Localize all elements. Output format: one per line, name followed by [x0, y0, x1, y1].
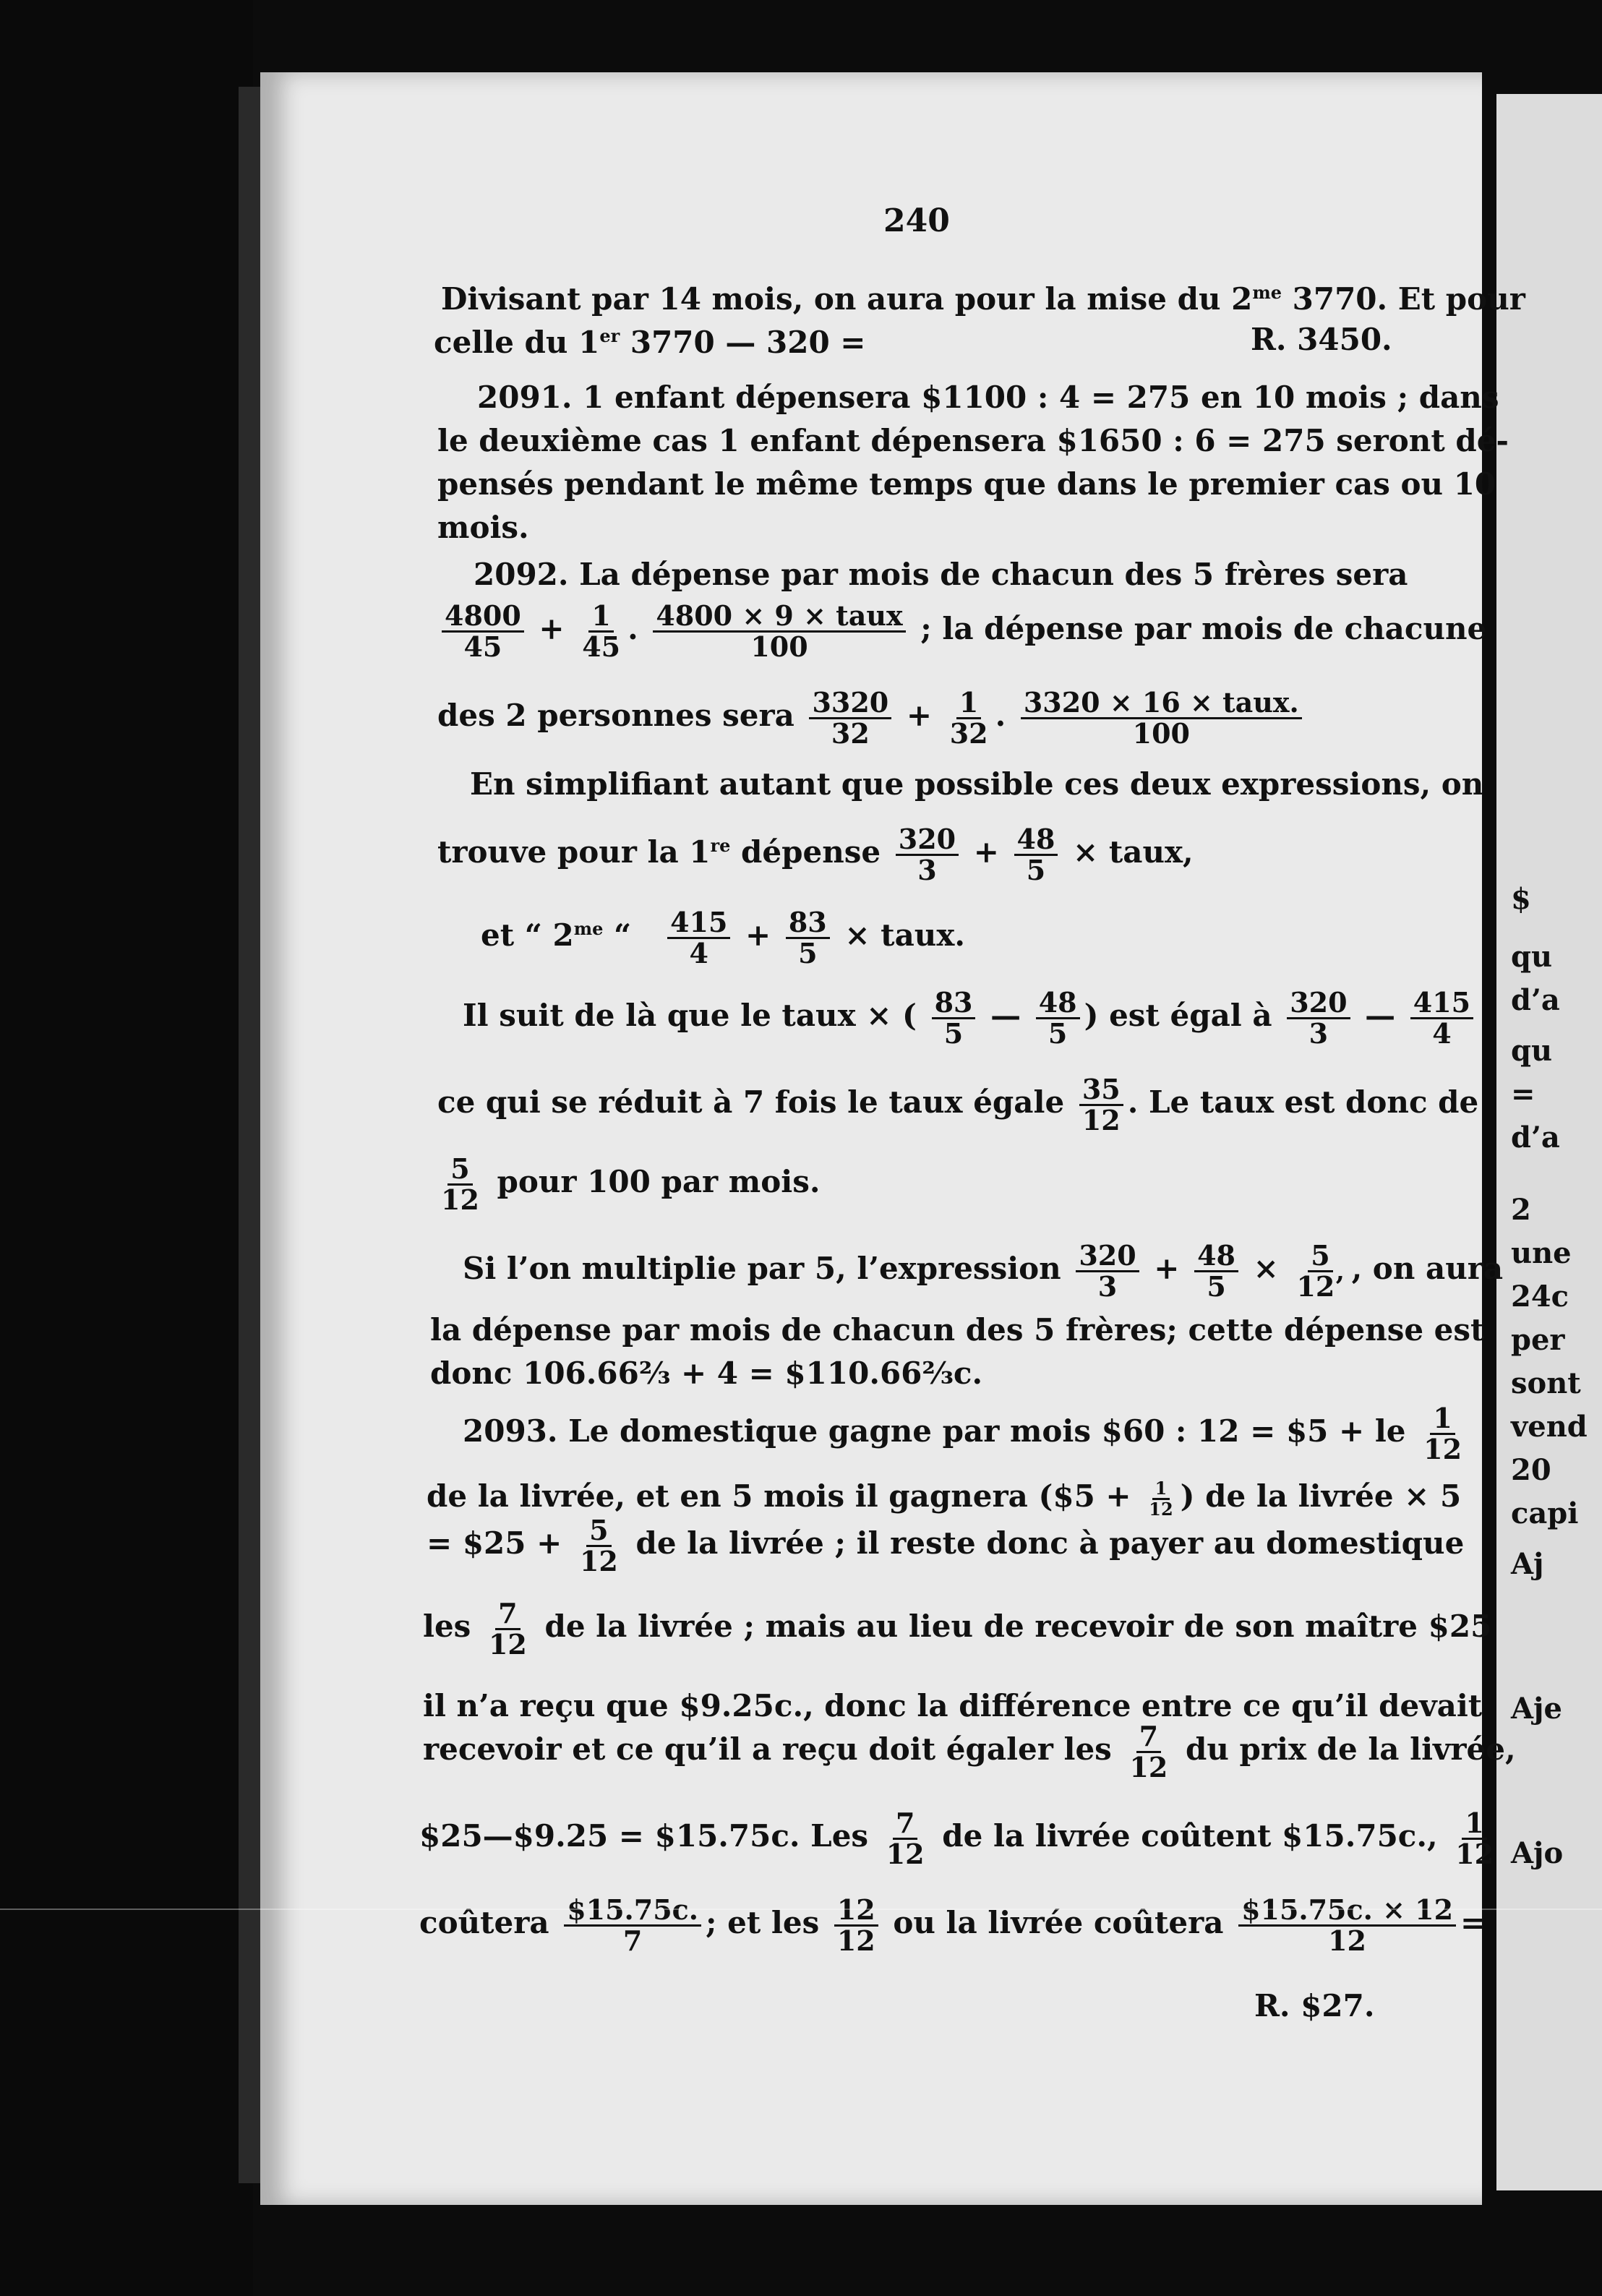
facing-text: $ — [1511, 882, 1531, 916]
numerator: 4800 — [442, 601, 524, 633]
fraction — [1146, 1478, 1175, 1520]
denominator: 3 — [1308, 1016, 1329, 1050]
text: dépense — [730, 834, 881, 870]
denominator: 100 — [1132, 716, 1190, 750]
text: × taux. — [844, 917, 965, 953]
text-line: pensés pendant le même temps que dans le premier cas ou 10 — [437, 466, 1496, 502]
denominator: 12 — [1423, 1432, 1462, 1465]
facing-text: 2 — [1511, 1193, 1531, 1227]
facing-text: 20 — [1511, 1453, 1551, 1487]
facing-text: capi — [1511, 1496, 1579, 1530]
fraction — [579, 601, 623, 661]
text: celle du 1 — [434, 325, 600, 360]
text: × taux, — [1073, 834, 1194, 870]
numerator: 5 — [447, 1155, 472, 1186]
numerator: $15.75c. × 12 — [1238, 1896, 1456, 1927]
facing-text: Aj — [1511, 1547, 1544, 1581]
denominator: 45 — [463, 630, 502, 663]
fraction — [1079, 1072, 1123, 1136]
fraction — [486, 1596, 530, 1661]
text: 2093. Le domestique gagne par mois $60 : 12 = $5 + le — [463, 1413, 1406, 1449]
text: . Le taux est donc de — [1127, 1084, 1479, 1120]
facing-text: Aje — [1511, 1692, 1562, 1726]
denominator: 5 — [943, 1016, 964, 1050]
result: R. 3450. — [1251, 322, 1392, 357]
denominator: 3 — [1097, 1269, 1118, 1303]
fraction — [896, 822, 959, 886]
problem-2092: 2092. La dépense par mois de chacun des 5 frères sera — [474, 557, 1408, 592]
facing-text: une — [1511, 1236, 1572, 1270]
text: les — [423, 1609, 471, 1644]
numerator: 5 — [1308, 1241, 1332, 1272]
numerator: 7 — [893, 1809, 917, 1840]
denominator: 12 — [441, 1183, 479, 1216]
fraction — [947, 685, 991, 750]
formula-line — [427, 1515, 1464, 1575]
text: pour 100 par mois. — [497, 1164, 821, 1199]
text: de la livrée ; il reste donc à payer au domestique — [635, 1525, 1465, 1561]
problem-2093 — [463, 1402, 1469, 1463]
scan-artifact — [0, 1909, 1602, 1910]
facing-text: d’a — [1511, 983, 1560, 1017]
fraction — [1036, 985, 1080, 1050]
formula-line — [423, 1721, 1516, 1781]
denominator: 5 — [1048, 1016, 1068, 1050]
formula-line — [419, 1807, 1501, 1868]
denominator: 5 — [798, 936, 818, 969]
formula-line — [423, 1596, 1492, 1661]
fraction — [1076, 1238, 1139, 1303]
problem-2091: 2091. 1 enfant dépensera $1100 : 4 = 275 en 10 mois ; dans — [477, 380, 1499, 415]
text-line — [441, 271, 1525, 321]
formula-line — [437, 1074, 1478, 1134]
facing-text: sont — [1511, 1366, 1581, 1400]
numerator: 3320 — [809, 688, 891, 719]
facing-text: 24c — [1511, 1280, 1569, 1314]
numerator: 320 — [1287, 988, 1350, 1019]
text-line: En simplifiant autant que possible ces deux expressions, on — [470, 766, 1484, 802]
scan-margin-left — [0, 0, 253, 2296]
text: ; et les — [706, 1905, 820, 1940]
formula-line — [434, 1153, 820, 1214]
text: trouve pour la 1 — [437, 834, 711, 870]
text-line: donc 106.66⅔ + 4 = $110.66⅔c. — [430, 1355, 983, 1391]
text: = — [1460, 1905, 1486, 1940]
text: ce qui se réduit à 7 fois le taux égale — [437, 1084, 1065, 1120]
numerator: 48 — [1036, 988, 1080, 1019]
numerator: 1 — [1462, 1809, 1486, 1840]
numerator: 320 — [1076, 1241, 1139, 1272]
text: Divisant par 14 mois, on aura pour la mise du 2 — [441, 281, 1253, 317]
denominator: 45 — [582, 630, 621, 663]
text: “ — [603, 917, 632, 953]
numerator: 320 — [896, 825, 959, 856]
formula-line: trouve pour la 1re dépense $\frac{320}{3}$ + $\frac{48}{5}$ × taux, — [437, 822, 1194, 886]
text: de la livrée ; mais au lieu de recevoir de son maître $25 — [544, 1609, 1492, 1644]
fraction — [1452, 1806, 1496, 1870]
fraction — [667, 905, 730, 969]
facing-text: qu — [1511, 940, 1553, 974]
numerator: 83 — [932, 988, 976, 1019]
numerator: 4800 × 9 × taux — [653, 601, 905, 633]
fraction — [1126, 1719, 1170, 1783]
text-line: mois. — [437, 510, 529, 545]
denominator: 12 — [1328, 1924, 1366, 1957]
numerator: 12 — [834, 1896, 878, 1927]
denominator: 100 — [750, 630, 808, 663]
denominator: 4 — [689, 936, 708, 969]
text: ) de la livrée × 5 — [1180, 1478, 1462, 1514]
denominator: 7 — [622, 1924, 643, 1957]
numerator: 48 — [1014, 825, 1058, 856]
fraction — [1238, 1893, 1456, 1957]
numerator: 1 — [1152, 1479, 1170, 1499]
superscript: me — [573, 918, 604, 939]
text: ) est égal à — [1084, 998, 1272, 1033]
page-number: 240 — [883, 202, 950, 239]
formula-line: Si l’on multiplie par 5, l’expression $\frac{320}{3}$ + $\frac{48}{5}$ × $\frac{5}{12’}$ , on aura — [463, 1238, 1504, 1303]
text-line — [434, 314, 865, 364]
fraction — [883, 1806, 928, 1870]
numerator: 7 — [495, 1599, 520, 1630]
text-line: le deuxième cas 1 enfant dépensera $1650 : 6 = 275 seront dé- — [437, 423, 1509, 458]
denominator: 12 — [579, 1544, 618, 1577]
denominator: 12 — [1455, 1837, 1494, 1870]
numerator: 83 — [786, 908, 830, 939]
fraction — [1421, 1401, 1465, 1465]
facing-text: vend — [1511, 1410, 1588, 1444]
fraction — [1014, 822, 1058, 886]
numerator: 1 — [1430, 1404, 1455, 1435]
text: coûtera — [419, 1905, 549, 1940]
denominator: 32 — [949, 716, 988, 750]
text: des 2 personnes sera — [437, 698, 794, 733]
numerator: 5 — [586, 1516, 611, 1547]
fraction — [809, 685, 891, 750]
text: 3770 — 320 = — [620, 325, 866, 360]
fraction — [577, 1513, 621, 1577]
numerator: 415 — [667, 908, 730, 939]
formula-line: $\frac{4800}{45}$ + $\frac{1}{45}$ . $\frac{\text{4800 × 9 × taux}}{100}$ ; la dépense par mois de chacune — [437, 600, 1486, 661]
denominator: 4 — [1432, 1016, 1452, 1050]
numerator: 1 — [588, 601, 613, 633]
facing-page-fragment — [1496, 94, 1602, 2190]
text-line — [427, 1475, 1461, 1518]
denominator: 3 — [917, 853, 937, 886]
result: R. $27. — [1254, 1988, 1375, 2023]
formula-line — [419, 1894, 1486, 1955]
text: ; la dépense par mois de chacune — [920, 611, 1487, 646]
text: de la livrée coûtent $15.75c., — [942, 1818, 1438, 1854]
facing-text: qu — [1511, 1034, 1553, 1068]
facing-text: per — [1511, 1323, 1565, 1357]
fraction — [1194, 1238, 1238, 1303]
fraction — [564, 1893, 701, 1957]
text: = $25 + — [427, 1525, 562, 1561]
fraction — [1287, 985, 1350, 1050]
numerator: 7 — [1136, 1722, 1161, 1753]
fraction — [1410, 985, 1473, 1050]
formula-line: et “ $2^{me}$ “ $\frac{415}{4}$ + $\frac{83}{5}$ × taux. — [481, 905, 965, 969]
text: recevoir et ce qu’il a reçu doit égaler les — [423, 1731, 1112, 1767]
numerator: 3320 × 16 × taux. — [1021, 688, 1302, 719]
superscript: me — [1252, 282, 1282, 303]
fraction — [834, 1893, 878, 1957]
fraction — [438, 1152, 482, 1216]
denominator: 12 — [488, 1627, 527, 1661]
denominator: 5 — [1207, 1269, 1226, 1303]
text: Si l’on multiplie par 5, l’expression — [463, 1251, 1061, 1286]
denominator: 12 — [886, 1837, 925, 1870]
fraction — [1021, 685, 1302, 750]
text: 3770. Et pour — [1282, 281, 1525, 317]
text: et “ 2 — [481, 917, 574, 953]
text: $25—$9.25 = $15.75c. Les — [419, 1818, 869, 1854]
text-line: il n’a reçu que $9.25c., donc la différence entre ce qu’il devait — [423, 1688, 1483, 1723]
text: du prix de la livrée, — [1185, 1731, 1516, 1767]
fraction — [442, 601, 524, 661]
fraction — [1293, 1238, 1347, 1303]
denominator: 12’ — [1296, 1269, 1345, 1303]
superscript: er — [599, 325, 620, 346]
text-line: la dépense par mois de chacun des 5 frères; cette dépense est — [430, 1312, 1485, 1348]
fraction — [653, 601, 905, 661]
text: Il suit de là que le taux × ( — [463, 998, 917, 1033]
denominator: 12 — [1081, 1103, 1121, 1136]
denominator: 12 — [1149, 1498, 1173, 1520]
facing-text: d’a — [1511, 1121, 1560, 1155]
numerator: 415 — [1410, 988, 1473, 1019]
numerator: 48 — [1194, 1241, 1238, 1272]
facing-text: = — [1511, 1077, 1535, 1111]
denominator: 5 — [1026, 853, 1046, 886]
facing-text: Ajo — [1511, 1836, 1564, 1870]
denominator: 12 — [1129, 1750, 1168, 1783]
text: ou la livrée coûtera — [893, 1905, 1224, 1940]
text: , on aura — [1351, 1251, 1504, 1286]
denominator: 32 — [831, 716, 870, 750]
formula-line: des 2 personnes sera $\frac{3320}{32}$ + $\frac{1}{32}$ . $\frac{\text{3320 × 16 × taux.}}{100}$ — [437, 687, 1306, 748]
numerator: 1 — [956, 688, 981, 719]
fraction — [932, 985, 976, 1050]
numerator: 35 — [1079, 1075, 1123, 1106]
formula-line: Il suit de là que le taux × ( $\frac{83}{5}$ — $\frac{48}{5}$ ) est égal à $\frac{320}{3}$ — $\frac{415}{4}$ — [463, 987, 1478, 1048]
numerator: $15.75c. — [564, 1896, 701, 1927]
superscript: re — [710, 835, 731, 856]
fraction — [786, 905, 830, 969]
denominator: 12 — [836, 1924, 875, 1957]
text: de la livrée, et en 5 mois il gagnera ($5 + — [427, 1478, 1131, 1514]
